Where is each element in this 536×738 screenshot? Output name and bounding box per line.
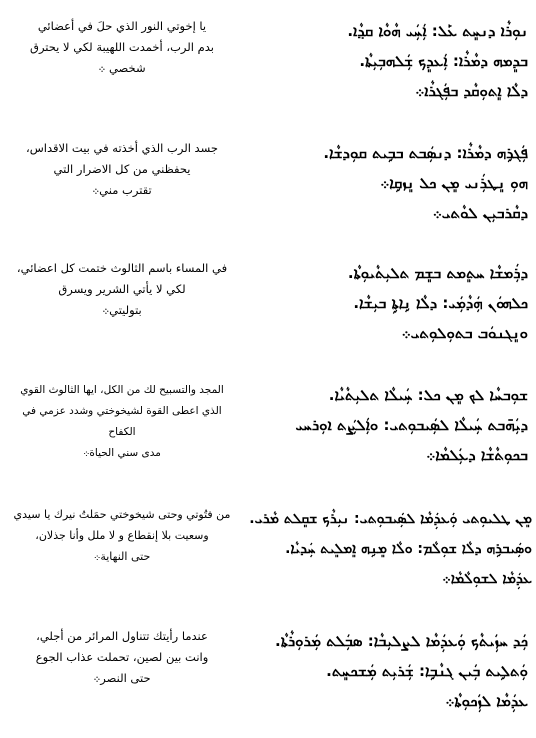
- syriac-line: ܡܸܢ ܛܠܝܘܼܬܝ ܘܲܥܕܲܡܵܐ ܠܣܲܝܒܘܼܬܝ: ܢܝܼܪܵܟ ܫܩܸܠܬ ܡܵܪܝ.: [249, 511, 532, 527]
- arabic-stanza-6: [0, 626, 244, 689]
- syriac-line: ܒܕܸܡܗ ܕܡܵܪܵܐ: ܐܲܥܕܸܟ ܫܲܠܗܒܼܝܼܬܵܐ.: [359, 52, 528, 70]
- syriac-line: ܗܘܼ ܢܸܛܪܲܢܝ ܡܸܢ ܟܠ ܢܸܙܩܹܐ܀: [380, 174, 528, 192]
- syriac-line: ܕܪܲܡܫܵܐ ܚܬܸܡܬ ܒܫܸܡ ܬܠܝܼܬܵܝܘܼܬܵܐ.: [347, 264, 528, 282]
- arabic-stanza-3: [0, 258, 244, 321]
- arabic-line: في المساء باسم الثالوث ختمت كل اعضائي،: [16, 261, 228, 275]
- syriac-stanza-2: [238, 138, 528, 228]
- syriac-stanza-5: [232, 504, 532, 594]
- stanza-5: [0, 504, 536, 614]
- syriac-line: ܒܟܘܼܬܵܫܵܐ ܕܥܲܠܡܵܐ܀: [426, 446, 528, 464]
- arabic-line: الكفاح: [108, 426, 136, 438]
- arabic-stanza-4: [0, 380, 244, 464]
- arabic-line: حتى النهاية܀: [93, 550, 151, 563]
- arabic-stanza-1: [0, 16, 244, 79]
- arabic-line: جسد الرب الذي أخذته في بيت الاقداس،: [26, 141, 218, 155]
- stanza-2: [0, 138, 536, 248]
- arabic-line: من فتُوتي وحتى شيخوختي حمَلتُ نيرك يا سيدي: [13, 508, 231, 521]
- syriac-line: ܢܘܼܪܵܐ ܕܢܚܸܬ ܥܰܠ: ܐܲܚܲܝ ܗܵܘܵܐ ܩܕ݂ܵܐ.: [347, 22, 528, 40]
- arabic-line: بتوليتي܀: [102, 303, 142, 317]
- stanza-6: [0, 626, 536, 736]
- arabic-line: عندما رأيتك تتناول المرائر من أجلي،: [36, 629, 208, 643]
- syriac-line: ܥܕܲܡܵܐ ܠܙܲܟܘܼܬܵܐ܀: [445, 692, 528, 710]
- arabic-stanza-2: [0, 138, 244, 201]
- arabic-line: شخصي ܀: [98, 61, 146, 75]
- stanza-1: [0, 16, 536, 126]
- syriac-stanza-1: [238, 16, 528, 106]
- arabic-line: حتى النصر܀: [93, 671, 151, 685]
- syriac-line: ܥܕܲܡܵܐ ܠܫܘܼܠܵܡܵܐ܀: [442, 571, 532, 587]
- arabic-line: المجد والتسبيح لك من الكل، ايها الثالوث القوي: [20, 384, 224, 396]
- arabic-line: مدى سني الحياة܀: [83, 447, 161, 459]
- stanza-4: [0, 380, 536, 490]
- syriac-line: ܘܢܸܓܢܘܿܒ ܒܬܘܼܠܘܼܬܝ܀: [401, 324, 528, 342]
- syriac-line: ܟܲܕ ܚܙܲܝܬܵܟ ܘܲܥܕܲܡܵܐ ܠܨܠܝܼܒܵܐ: ܣܒܲܠܬ ܡܲܪܘܼܪܵܬܵܐ.: [275, 632, 528, 650]
- syriac-line: ܕܝܲܗ̄ܒܬ ܚܲܝܠܵܐ ܠܣܲܝܒܘܼܬܝ: ܘܐܲܠܨܲܬ ܐܘܼܪܚܝ: [295, 416, 528, 434]
- syriac-line: ܘܲܬܠܹܝܬ ܒܲܝܢ ܓܢܵܒܹܐ: ܫܲܪܝܼܬ ܡܲܫܟܚܸܬ.: [326, 662, 528, 680]
- arabic-line: تقترب مني܀: [92, 183, 152, 197]
- arabic-line: وسعيت بلا إنقطاع و لا ملل وأنا جذلان،: [35, 529, 209, 542]
- syriac-line: ܦܲܓܪܹܗ ܕܡܵܪܵܐ: ܕܢܣܲܒܬ ܒܒܹܝܬ ܩܘܼܕܫܵܐ.: [323, 144, 528, 162]
- arabic-line: يا إخوتي النور الذي حلَ في أعضائي: [37, 19, 207, 33]
- syriac-line: ܕܠܵܐ ܐܸܬܘܼܩܵܕ ܒܦܲܓܪܵܐ܀: [415, 82, 528, 100]
- stanza-3: [0, 258, 536, 368]
- arabic-line: لكي لا يأتي الشرير ويسرق: [58, 282, 186, 296]
- arabic-stanza-5: [0, 504, 244, 567]
- arabic-line: يحفظني من كل الاضرار التي: [53, 162, 191, 176]
- arabic-line: بدم الرب، أخمدت اللهيبة لكي لا يحترق: [30, 40, 214, 54]
- syriac-line: ܕܩܵܪܒܝܼܢ ܠܘܵܬܝ܀: [432, 204, 528, 222]
- syriac-line: ܟܠܗܘܿܢ ܗܲܕܵܡܲܝ: ܕܠܵܐ ܢܹܐܬܹܐ ܒܝܼܫܵܐ.: [353, 294, 528, 312]
- arabic-line: الذي اعطى القوة لشيخوختي وشدد عزمي في: [22, 405, 222, 417]
- syriac-line: ܫܘܼܒܚܵܐ ܠܟ ܡܸܢ ܟܠ: ܚܲܝܠܵܐ ܬܠܝܼܬܵܝܵܐ.: [328, 386, 528, 404]
- syriac-stanza-3: [238, 258, 528, 348]
- arabic-line: وانت بين لصين، تحملت عذاب الجوع: [35, 650, 209, 664]
- syriac-stanza-6: [238, 626, 528, 716]
- syriac-line: ܘܣܲܝܒܪܹܗ ܕܠܵܐ ܫܘܼܠܵܡ: ܘܠܵܐ ܡܸܢܹܗ ܐܸܡܠܸܝܬ ܚܲܕܝܵܐ.: [285, 541, 532, 557]
- syriac-stanza-4: [238, 380, 528, 470]
